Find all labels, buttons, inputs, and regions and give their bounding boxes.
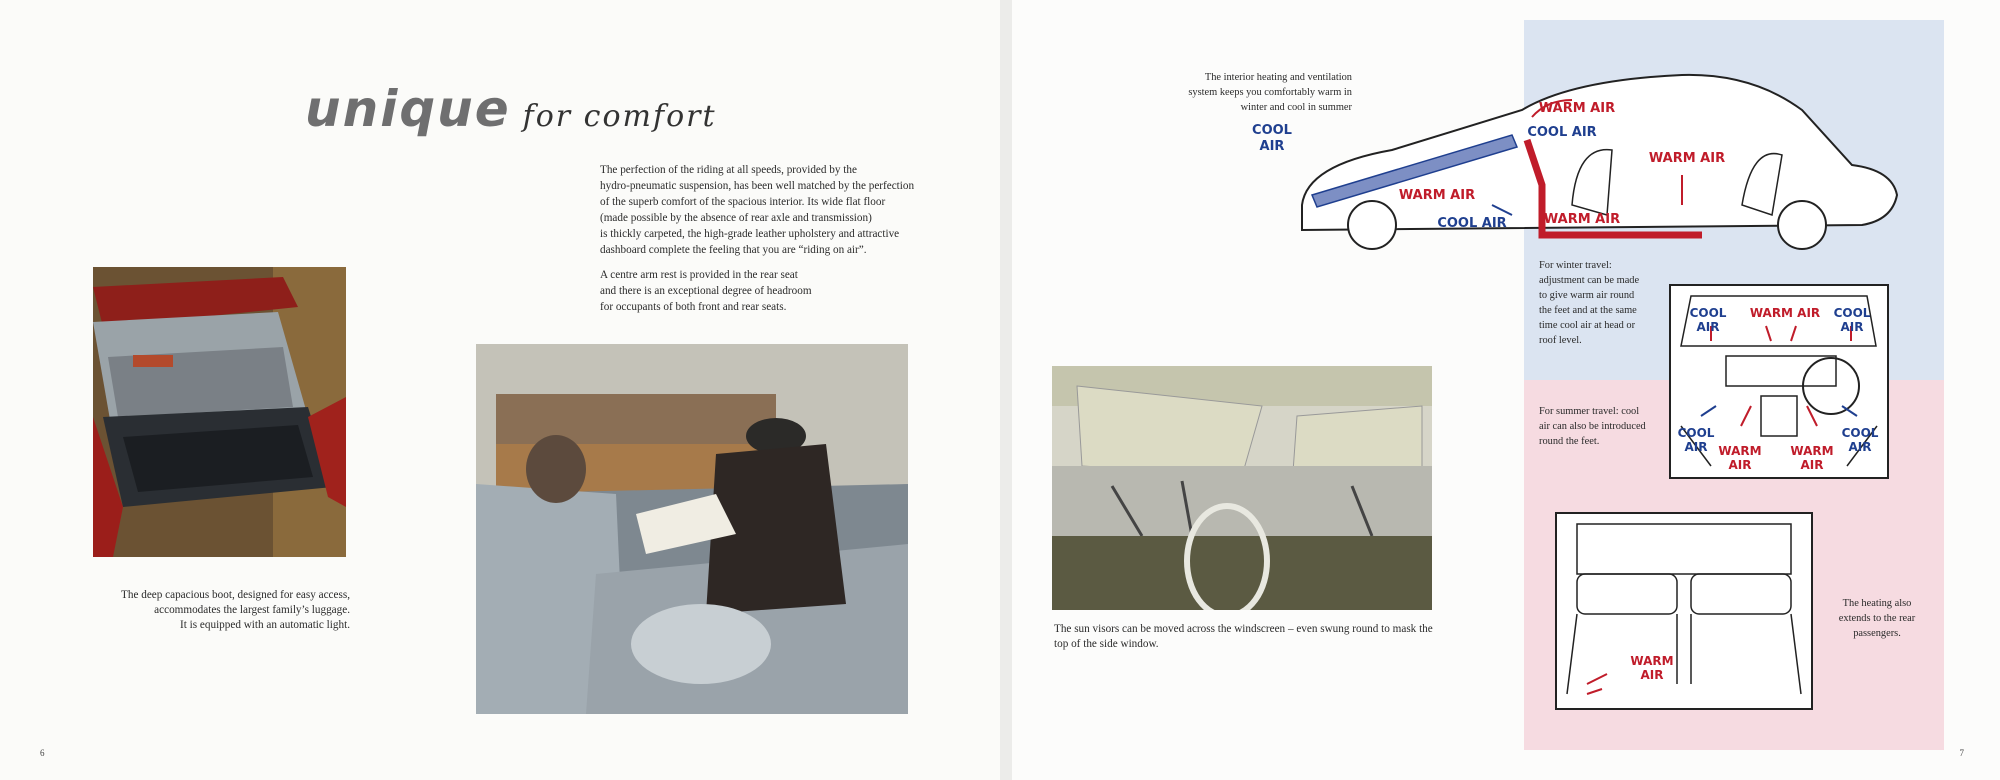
cool-air-label: COOL AIR [1689,306,1727,334]
sun-visor-caption: The sun visors can be moved across the windscreen – even swung round to mask the top of the side window. [1054,623,1433,650]
cool-air-label: COOL AIR [1677,426,1715,454]
intro-paragraph: The perfection of the riding at all speeds, provided by the hydro-pneumatic suspension, has been well matched by the perfection of the superb comfort of the spacious interior. Its wide flat floor (made possible by the absence of rear axle and transmission) is thickly carpeted, the high-grade leather upholstery and attractive dashboard complete the feeling that you are “riding on air”. [600,164,915,256]
warm-air-label: WARM AIR [1749,306,1821,320]
cool-air-label: COOL AIR [1527,125,1597,140]
cool-air-label: AIR [1259,139,1285,154]
warm-air-label: WARM AIR [1630,654,1674,682]
warm-air-label: WARM AIR [1538,101,1616,116]
cool-air-label: COOL [1252,123,1292,138]
rear-wheel [1778,201,1826,249]
caption-line: The deep capacious boot, designed for easy access, [121,589,350,601]
car-airflow-diagram [1212,55,1912,260]
dashboard-airflow-diagram [1669,284,1889,479]
intro-text [600,162,930,324]
intro-paragraph: A centre arm rest is provided in the rear seat and there is an exceptional degree of headroom for occupants of both front and rear seats. [600,269,812,313]
warm-air-label: WARM AIR [1648,151,1726,166]
cabin-outline [1577,524,1791,574]
cool-air-label: COOL AIR [1437,216,1507,231]
title-main: unique [305,80,511,138]
page-number-left: 6 [40,748,45,758]
summer-travel-text: For summer travel: cool air can also be introduced round the feet. [1539,406,1646,447]
warm-air-label: WARM AIR [1718,444,1762,472]
caption-line: It is equipped with an automatic light. [180,619,350,631]
page-title [305,80,717,138]
rear-heating-text: The heating also extends to the rear passengers. [1838,598,1916,639]
page-gutter [1000,0,1012,780]
rear-passenger-diagram [1555,512,1813,710]
boot-caption [100,588,350,633]
sun-visor-photo [1052,366,1432,610]
cool-air-label: COOL AIR [1833,306,1871,334]
warm-air-label: WARM AIR [1398,188,1476,203]
front-wheel [1348,201,1396,249]
boot-photo [93,267,346,557]
front-seat-right [1691,574,1791,614]
winter-travel-text: For winter travel: adjustment can be made to give warm air round the feet and at the same time cool air at head or roof level. [1539,260,1640,346]
interior-photo [476,344,908,714]
centre-console [1761,396,1797,436]
caption-line: accommodates the largest family’s luggage. [154,604,350,616]
warm-air-label: WARM AIR [1790,444,1834,472]
front-seat-left [1577,574,1677,614]
right-page [1012,0,2000,780]
page-number-right: 7 [1959,748,1964,758]
warm-air-label: WARM AIR [1543,212,1621,227]
title-sub: for comfort [522,99,717,134]
cool-air-label: COOL AIR [1841,426,1879,454]
heating-intro-text: The interior heating and ventilation system keeps you comfortably warm in winter and cool in summer [1188,72,1352,113]
